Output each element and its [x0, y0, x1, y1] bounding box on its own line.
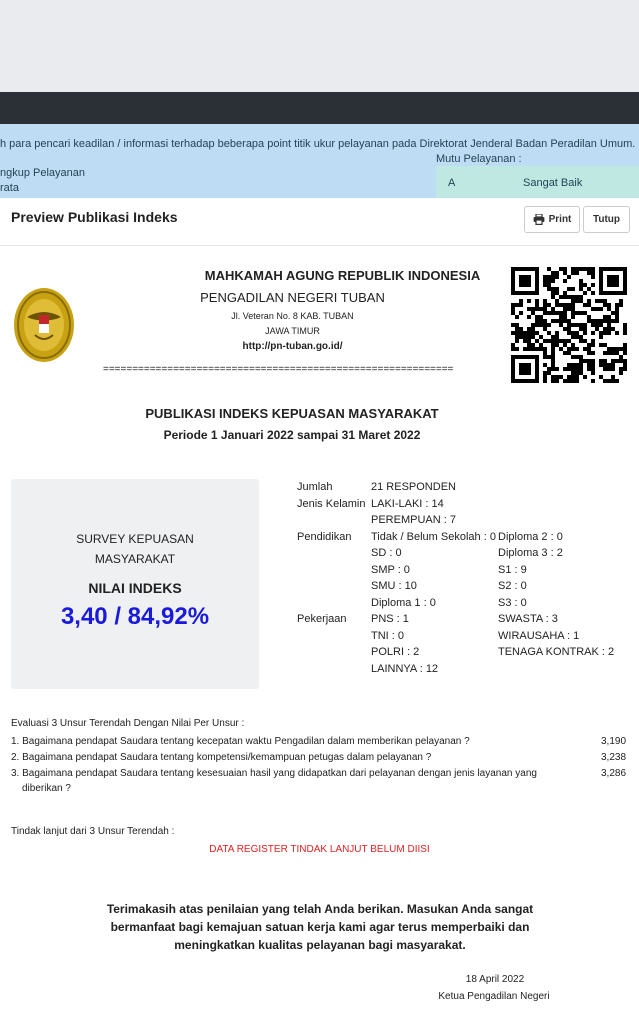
job-polri: POLRI : 2: [371, 646, 420, 658]
closing-line-2: bermanfaat bagi kemajuan satuan kerja kami agar terus memperbaiki dan: [110, 920, 530, 934]
grade-description: Sangat Baik: [523, 177, 583, 189]
closing-message: [70, 900, 570, 954]
court-name: PENGADILAN NEGERI TUBAN: [200, 290, 385, 305]
evaluation-value-3: 3,286: [601, 768, 627, 779]
grade-letter: A: [448, 177, 456, 189]
printer-icon: [533, 214, 545, 225]
report-period: Periode 1 Januari 2022 sampai 31 Maret 2022: [163, 428, 421, 442]
evaluation-item-1: 1. Bagaimana pendapat Saudara tentang kecepatan waktu Pengadilan dalam memberikan pelayanan ?: [11, 736, 470, 747]
org-name: MAHKAMAH AGUNG REPUBLIK INDONESIA: [204, 268, 481, 283]
job-swasta: SWASTA : 3: [498, 613, 558, 625]
background-banner: [0, 124, 639, 198]
score-label-1: SURVEY KEPUASAN: [76, 532, 194, 546]
edu-s3: S3 : 0: [498, 597, 527, 609]
close-button[interactable]: Tutup: [583, 206, 630, 233]
followup-status: DATA REGISTER TINDAK LANJUT BELUM DIISI: [209, 844, 430, 855]
score-card: [11, 479, 259, 689]
evaluation-item-3-cont: diberikan ?: [22, 783, 71, 794]
grade-cell: [436, 166, 639, 198]
edu-d3: Diploma 3 : 2: [498, 547, 563, 559]
signature-date: 18 April 2022: [465, 974, 525, 985]
court-province: JAWA TIMUR: [265, 326, 320, 336]
evaluation-value-2: 3,238: [601, 752, 627, 763]
evaluation-value-1: 3,190: [601, 736, 627, 747]
job-wirausaha: WIRAUSAHA : 1: [498, 630, 580, 642]
score-label-2: MASYARAKAT: [94, 552, 176, 566]
education-label: Pendidikan: [297, 531, 352, 543]
edu-s1: S1 : 9: [498, 564, 527, 576]
index-value: 3,40 / 84,92%: [60, 603, 210, 630]
index-label: NILAI INDEKS: [88, 580, 182, 596]
court-url: http://pn-tuban.go.id/: [242, 341, 343, 352]
print-button[interactable]: [524, 206, 580, 233]
evaluation-item-2: 2. Bagaimana pendapat Saudara tentang kompetensi/kemampuan petugas dalam pelayanan ?: [11, 752, 432, 763]
page-background: [0, 0, 639, 92]
gender-female: PEREMPUAN : 7: [371, 514, 456, 526]
signatory-title: Ketua Pengadilan Negeri: [438, 991, 550, 1002]
gender-male: LAKI-LAKI : 14: [371, 498, 444, 510]
edu-sd: SD : 0: [371, 547, 402, 559]
job-label: Pekerjaan: [297, 613, 347, 625]
followup-heading: Tindak lanjut dari 3 Unsur Terendah :: [11, 826, 175, 837]
job-lainnya: LAINNYA : 12: [371, 663, 439, 675]
job-tni: TNI : 0: [371, 630, 405, 642]
jumlah-label: Jumlah: [297, 481, 333, 493]
lingkup-label: ngkup Pelayanan: [0, 167, 86, 179]
closing-line-3: meningkatkan kualitas pelayanan bagi masyarakat.: [174, 938, 466, 952]
edu-d1: Diploma 1 : 0: [371, 597, 436, 609]
report-title: PUBLIKASI INDEKS KEPUASAN MASYARAKAT: [145, 406, 439, 421]
edu-s2: S2 : 0: [498, 580, 527, 592]
gender-label: Jenis Kelamin: [297, 498, 366, 510]
jumlah-value: 21 RESPONDEN: [371, 481, 456, 493]
edu-smp: SMP : 0: [371, 564, 410, 576]
modal-title: Preview Publikasi Indeks: [11, 209, 178, 225]
banner-text: h para pencari keadilan / informasi terhadap beberapa point titik ukur pelayanan pada Direktorat Jenderal Badan Peradilan Umum.: [0, 138, 636, 150]
rata-label: rata: [0, 182, 19, 194]
job-tenaga-kontrak: TENAGA KONTRAK : 2: [498, 646, 615, 658]
navbar: [0, 92, 639, 124]
job-pns: PNS : 1: [371, 613, 409, 625]
print-label: Print: [548, 214, 572, 225]
modal-header: [0, 198, 639, 246]
qr-code-icon: [511, 267, 627, 383]
mutu-label: Mutu Pelayanan :: [436, 153, 522, 165]
edu-none: Tidak / Belum Sekolah : 0: [371, 531, 496, 543]
closing-line-1: Terimakasih atas penilaian yang telah Anda berikan. Masukan Anda sangat: [106, 902, 534, 916]
separator-line: ============================================================: [103, 364, 454, 375]
evaluation-heading: Evaluasi 3 Unsur Terendah Dengan Nilai Per Unsur :: [11, 718, 245, 729]
edu-smu: SMU : 10: [371, 580, 417, 592]
evaluation-item-3: 3. Bagaimana pendapat Saudara tentang kesesuaian hasil yang didapatkan dari pelayanan dengan jenis layanan yang: [11, 768, 537, 779]
edu-d2: Diploma 2 : 0: [498, 531, 563, 543]
court-address: Jl. Veteran No. 8 KAB. TUBAN: [231, 311, 354, 321]
